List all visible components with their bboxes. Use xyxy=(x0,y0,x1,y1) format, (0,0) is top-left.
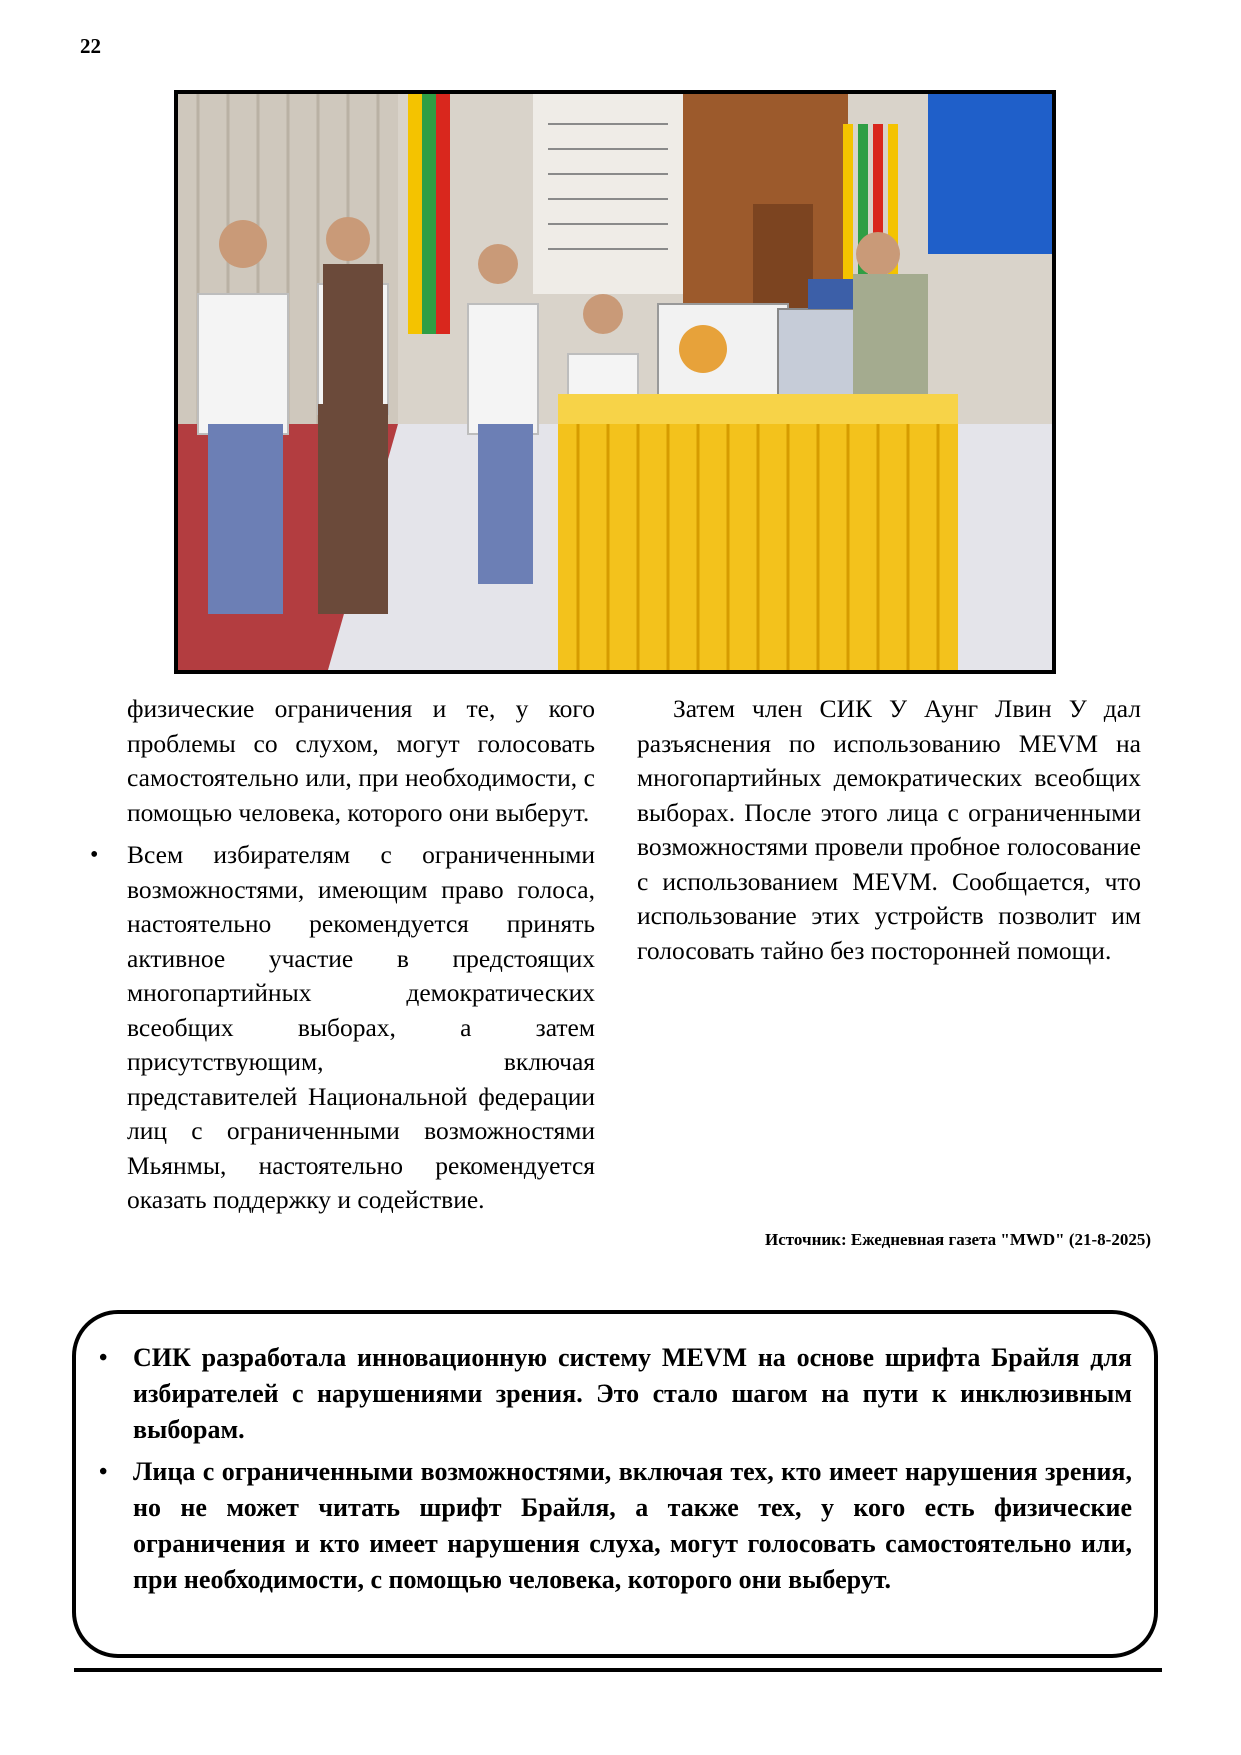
list-item: • СИК разработала инновационную систему MEVM на основе шрифта Брайля для избирателей с нарушениями зрения. Это стало шагом на пути к инклюзивным выборам. xyxy=(133,1340,1132,1448)
summary-list xyxy=(76,1314,1154,1598)
right-paragraph: Затем член СИК У Аунг Лвин У дал разъяснения по использованию MEVM на многопартийных демократических всеобщих выборах. После этого лица с ограниченными возможностями провели пробное голосование с использованием MEVM. Сообщается, что использование этих устройств позволит им голосовать тайно без посторонней помощи. xyxy=(637,694,1141,965)
list-item: • Всем избирателям с ограниченными возможностями, имеющим право голоса, настоятельно рекомендуется принять активное участие в предстоящих многопартийных демократических всеобщих выборах, а затем присутствующим, включая представителей Национальной федерации лиц с ограниченными возможностями Мьянмы, настоятельно рекомендуется оказать поддержку и содействие. xyxy=(127,838,595,1218)
news-photo xyxy=(174,90,1056,674)
list-item: • Лица с ограниченными возможностями, включая тех, кто имеет нарушения зрения, но не может читать шрифт Брайля, а также тех, у кого есть физические ограничения и кто имеет нарушения слуха, могут голосовать самостоятельно или, при необходимости, с помощью человека, которого они выберут. xyxy=(133,1454,1132,1598)
left-column xyxy=(127,692,595,1218)
photo-icon xyxy=(178,94,1052,670)
source-credit: Источник: Ежедневная газета "MWD" (21-8-2025) xyxy=(765,1230,1151,1249)
right-column xyxy=(637,692,1141,968)
left-bullet-list xyxy=(127,838,595,1218)
summary-box xyxy=(72,1310,1158,1658)
left-paragraph: физические ограничения и те, у кого проблемы со слухом, могут голосовать самостоятельно или, при необходимости, с помощью человека, которого они выберут. xyxy=(127,694,595,827)
bottom-divider xyxy=(74,1668,1162,1672)
page-number: 22 xyxy=(80,34,101,58)
